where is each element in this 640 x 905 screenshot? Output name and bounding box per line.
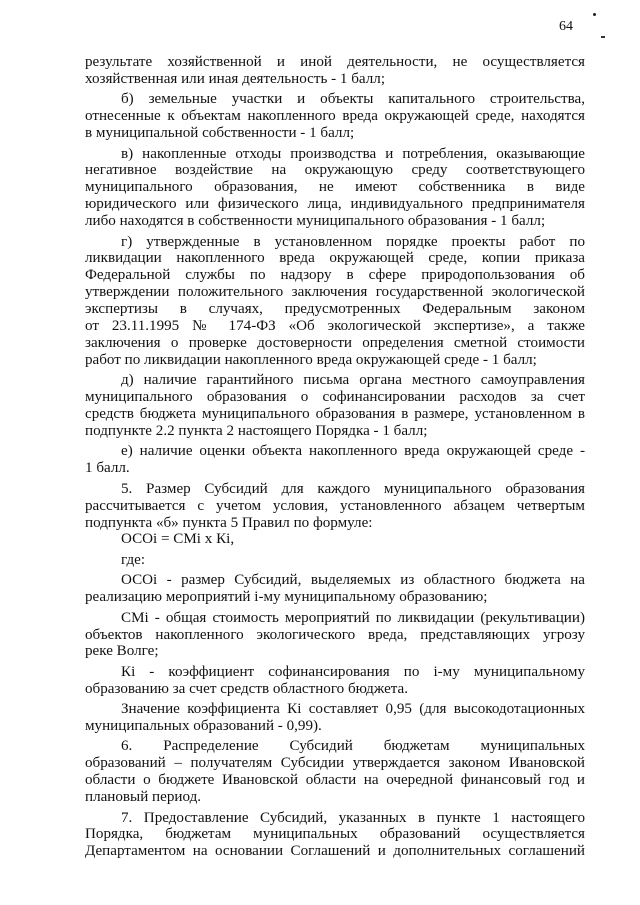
text-line: в муниципальной собственности - 1 балл; xyxy=(85,125,355,142)
text-line: объектов накопленного экологического вреда, представляющих угрозу xyxy=(85,626,585,643)
text-line: муниципального образования о софинансировании расходов за счет xyxy=(85,389,585,406)
text-line: реализацию мероприятий i-му муниципальному образованию; xyxy=(85,589,488,606)
text-line: 6. Распределение Субсидий бюджетам муниципальных xyxy=(121,738,585,755)
text-line: средств бюджета муниципального образования в размере, установленном в xyxy=(85,406,585,423)
text-line: Значение коэффициента Кi составляет 0,95 (для высокодотационных xyxy=(121,701,585,718)
text-line: подпункта «б» пункта 5 Правил по формуле: xyxy=(85,514,373,531)
text-line: негативное воздействие на окружающую среду соответствующего xyxy=(85,162,585,179)
text-line: заключения о проверке достоверности определения сметной стоимости xyxy=(85,335,585,351)
text-line: Кi - коэффициент софинансирования по i-му муниципальному xyxy=(121,663,585,680)
text-line: работ по ликвидации накопленного вреда окружающей среде - 1 балл; xyxy=(85,351,537,368)
text-line: области о бюджете Ивановской области на очередной финансовый год и xyxy=(85,772,585,789)
text-line: либо находятся в собственности муниципального образования - 1 балл; xyxy=(85,213,546,230)
text-line: хозяйственная или иная деятельность - 1 балл; xyxy=(85,70,386,87)
text-line: образований – получателям Субсидии утверждается законом Ивановской xyxy=(85,755,585,772)
text-line: реке Волге; xyxy=(85,643,159,660)
text-line: юридического или физического лица, индивидуального предпринимателя xyxy=(85,196,585,213)
text-line: муниципального образования, не имеют собственника в виде xyxy=(85,179,585,196)
text-line: отнесенные к объектам накопленного вреда окружающей среде, находятся xyxy=(85,108,585,125)
text-line: в) накопленные отходы производства и потребления, оказывающие xyxy=(121,145,585,162)
page-number: 64 xyxy=(559,19,573,34)
text-line: муниципальных образований - 0,99). xyxy=(85,718,322,735)
text-line: СМi - общая стоимость мероприятий по ликвидации (рекультивации) xyxy=(121,609,585,626)
text-line: Федеральной службы по надзору в сфере природопользования об xyxy=(85,267,585,284)
text-line: б) земельные участки и объекты капитального строительства, xyxy=(121,91,585,108)
text-line: Департаментом на основании Соглашений и дополнительных соглашений xyxy=(85,843,585,860)
text-line: экспертизы в случаях, предусмотренных Федеральным законом xyxy=(85,301,585,318)
text-line: плановый период. xyxy=(85,789,202,806)
text-line: е) наличие оценки объекта накопленного вреда окружающей среде - xyxy=(121,443,585,460)
text-line: 7. Предоставление Субсидий, указанных в пункте 1 настоящего xyxy=(121,809,585,826)
text-line: ОСОi - размер Субсидий, выделяемых из областного бюджета на xyxy=(121,572,585,589)
text-line: г) утвержденные в установленном порядке проекты работ по xyxy=(121,233,585,250)
scan-speck xyxy=(593,13,596,16)
text-line: образованию за счет средств областного бюджета. xyxy=(85,680,409,697)
scan-mark xyxy=(601,36,605,38)
text-line: 5. Размер Субсидий для каждого муниципального образования xyxy=(121,480,585,497)
text-line: Порядка, бюджетам муниципальных образований осуществляется xyxy=(85,826,585,843)
document-body xyxy=(85,54,585,860)
text-line: от 23.11.1995 № 174-ФЗ «Об экологической экспертизе», а также xyxy=(85,318,585,335)
text-line: ОСОi = СМi x Кi, xyxy=(121,531,235,548)
text-line: утверждении положительного заключения государственной экологической xyxy=(85,284,585,301)
text-line: д) наличие гарантийного письма органа местного самоуправления xyxy=(121,372,585,389)
text-line: рассчитывается с учетом условия, установленного абзацем четвертым xyxy=(85,497,585,514)
text-line: где: xyxy=(121,551,146,568)
text-line: результате хозяйственной и иной деятельности, не осуществляется xyxy=(85,54,585,70)
text-line: подпункте 2.2 пункта 2 настоящего Порядка - 1 балл; xyxy=(85,423,428,440)
text-line: ликвидации накопленного вреда окружающей среде, копии приказа xyxy=(85,250,585,267)
text-line: 1 балл. xyxy=(85,460,130,477)
